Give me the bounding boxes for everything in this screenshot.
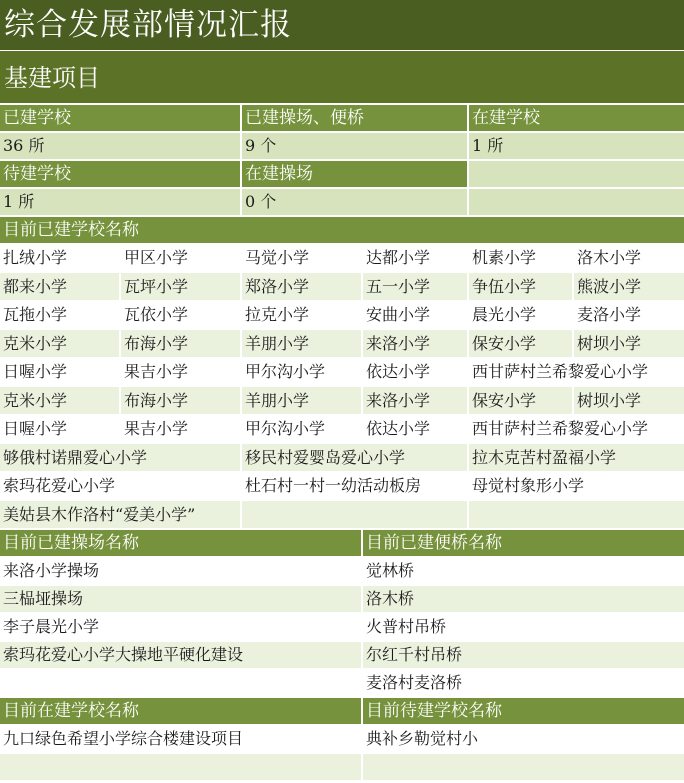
school-cell: 甲区小学 (121, 245, 242, 271)
school-cell: 争伍小学 (469, 273, 574, 300)
planned-cell (363, 754, 684, 780)
construction-cell (0, 754, 363, 780)
school-cell: 瓦依小学 (121, 302, 242, 328)
field-cell: 李子晨光小学 (0, 614, 363, 640)
school-cell: 果吉小学 (121, 359, 242, 385)
school-cell: 麦洛小学 (574, 302, 684, 328)
school-cell: 布海小学 (121, 330, 242, 357)
school-cell: 依达小学 (363, 416, 469, 442)
table-row (0, 754, 684, 782)
fields-bridges-heading-row (0, 530, 684, 558)
school-cell: 羊朋小学 (242, 330, 363, 357)
school-cell: 拉木克苦村盈福小学 (469, 444, 684, 471)
built-schools-heading-row (0, 217, 684, 245)
bridge-cell: 火普村吊桥 (363, 614, 684, 640)
summary-header-cell: 已建学校 (0, 105, 242, 131)
school-cell: 甲尔沟小学 (242, 416, 363, 442)
school-cell: 索玛花爱心小学 (0, 473, 242, 499)
summary-value-row (0, 189, 684, 217)
table-row (0, 586, 684, 614)
table-row (0, 726, 684, 754)
school-cell: 西甘萨村兰希黎爱心小学 (469, 416, 684, 442)
bridge-cell: 麦洛村麦洛桥 (363, 670, 684, 696)
table-row (0, 614, 684, 642)
table-row (0, 670, 684, 698)
summary-header-cell: 在建操场 (242, 161, 469, 187)
field-cell: 来洛小学操场 (0, 558, 363, 584)
field-cell: 索玛花爱心小学大操地平硬化建设 (0, 642, 363, 668)
school-cell: 甲尔沟小学 (242, 359, 363, 385)
under-construction-heading: 目前在建学校名称 (0, 698, 363, 724)
school-cell: 克米小学 (0, 330, 121, 357)
summary-header-row (0, 161, 684, 189)
summary-header-cell: 已建操场、便桥 (242, 105, 469, 131)
school-cell: 树坝小学 (574, 387, 684, 414)
table-row (0, 558, 684, 586)
school-cell: 郑洛小学 (242, 273, 363, 300)
summary-value-cell: 1 所 (0, 189, 242, 215)
table-row (0, 473, 684, 501)
school-cell: 果吉小学 (121, 416, 242, 442)
field-cell: 三榀垭操场 (0, 586, 363, 612)
school-cell: 都来小学 (0, 273, 121, 300)
school-cell: 来洛小学 (363, 387, 469, 414)
school-cell (242, 501, 469, 528)
school-cell: 机素小学 (469, 245, 574, 271)
school-cell: 西甘萨村兰希黎爱心小学 (469, 359, 684, 385)
table-row (0, 273, 684, 302)
summary-value-cell: 36 所 (0, 133, 242, 159)
school-cell: 布海小学 (121, 387, 242, 414)
construction-heading-row (0, 698, 684, 726)
school-cell: 扎绒小学 (0, 245, 121, 271)
school-cell: 日喔小学 (0, 359, 121, 385)
school-cell: 杜石村一村一幼活动板房 (242, 473, 469, 499)
school-cell: 够俄村诺鼎爱心小学 (0, 444, 242, 471)
school-cell: 五一小学 (363, 273, 469, 300)
planned-heading: 目前待建学校名称 (363, 698, 684, 724)
table-row (0, 642, 684, 670)
bridge-cell: 洛木桥 (363, 586, 684, 612)
school-cell: 洛木小学 (574, 245, 684, 271)
school-cell: 羊朋小学 (242, 387, 363, 414)
summary-value-cell: 0 个 (242, 189, 469, 215)
school-cell: 熊波小学 (574, 273, 684, 300)
school-cell: 依达小学 (363, 359, 469, 385)
school-cell: 瓦拖小学 (0, 302, 121, 328)
field-cell (0, 670, 363, 696)
school-cell: 移民村爱婴岛爱心小学 (242, 444, 469, 471)
bridge-cell: 尔红千村吊桥 (363, 642, 684, 668)
school-cell: 拉克小学 (242, 302, 363, 328)
bridge-cell: 觉林桥 (363, 558, 684, 584)
summary-header-row (0, 105, 684, 133)
summary-value-cell: 1 所 (469, 133, 684, 159)
table-row (0, 302, 684, 330)
table-row (0, 245, 684, 273)
school-cell: 晨光小学 (469, 302, 574, 328)
school-cell: 母觉村象形小学 (469, 473, 684, 499)
school-cell: 克米小学 (0, 387, 121, 414)
table-row (0, 359, 684, 387)
summary-value-row (0, 133, 684, 161)
school-cell: 瓦坪小学 (121, 273, 242, 300)
school-cell: 树坝小学 (574, 330, 684, 357)
table-row (0, 501, 684, 530)
school-cell: 安曲小学 (363, 302, 469, 328)
school-cell: 马觉小学 (242, 245, 363, 271)
table-row (0, 444, 684, 473)
fields-heading: 目前已建操场名称 (0, 530, 363, 556)
summary-empty-cell (469, 161, 684, 187)
bridges-heading: 目前已建便桥名称 (363, 530, 684, 556)
section-title: 基建项目 (0, 51, 684, 105)
summary-header-cell: 在建学校 (469, 105, 684, 131)
summary-value-cell: 9 个 (242, 133, 469, 159)
construction-cell: 九口绿色希望小学综合楼建设项目 (0, 726, 363, 752)
summary-value-cell (469, 189, 684, 215)
planned-cell: 典补乡勒觉村小 (363, 726, 684, 752)
built-schools-heading: 目前已建学校名称 (0, 217, 684, 243)
table-row (0, 387, 684, 416)
report-title: 综合发展部情况汇报 (0, 0, 684, 51)
table-row (0, 416, 684, 444)
school-cell: 保安小学 (469, 330, 574, 357)
school-cell: 日喔小学 (0, 416, 121, 442)
school-cell: 来洛小学 (363, 330, 469, 357)
summary-header-cell: 待建学校 (0, 161, 242, 187)
school-cell: 保安小学 (469, 387, 574, 414)
school-cell (469, 501, 684, 528)
school-cell: 达都小学 (363, 245, 469, 271)
table-row (0, 330, 684, 359)
school-cell: 美姑县木作洛村“爱美小学” (0, 501, 242, 528)
